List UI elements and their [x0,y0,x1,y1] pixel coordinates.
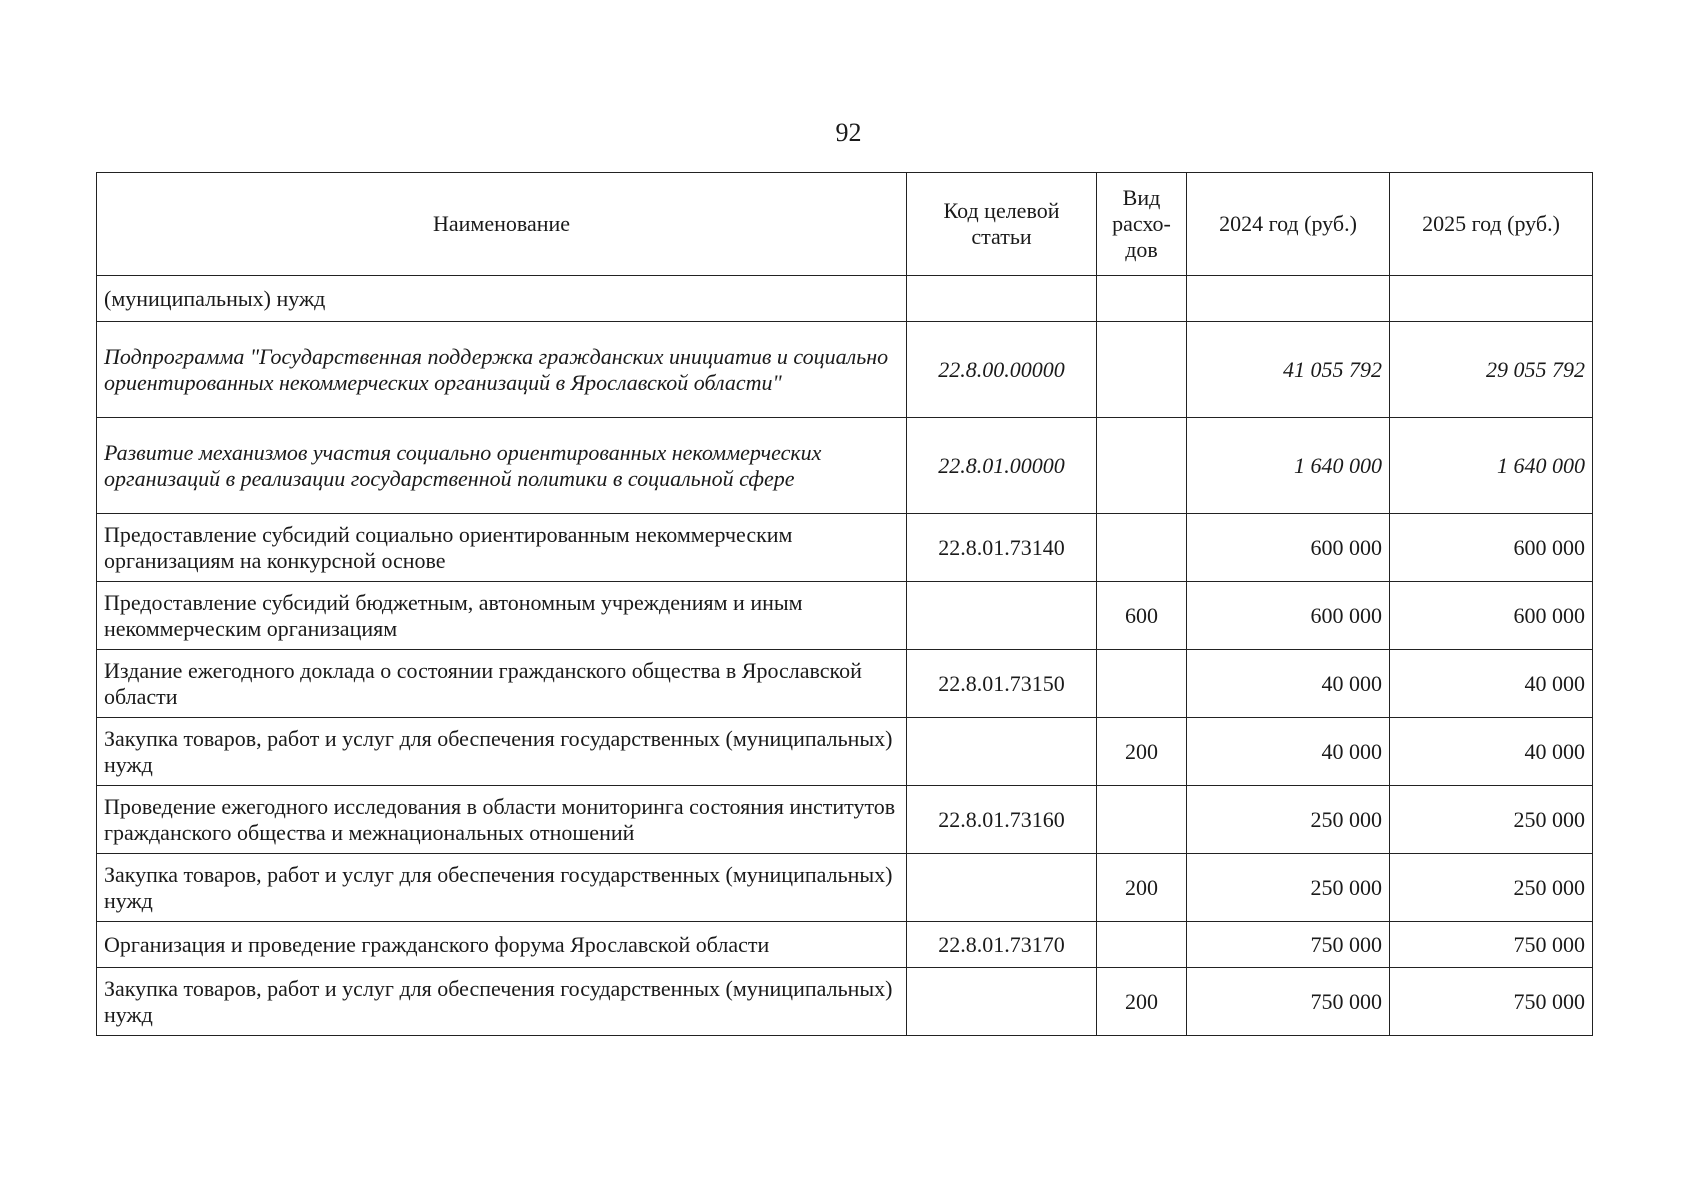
row-amount-2024: 600 000 [1187,582,1390,650]
table-header [97,173,1593,276]
row-expense-type [1097,514,1187,582]
row-name: Закупка товаров, работ и услуг для обеспечения государственных (муниципальных) нужд [97,968,907,1036]
row-expense-type: 200 [1097,968,1187,1036]
table-row [97,514,1593,582]
row-amount-2024: 40 000 [1187,650,1390,718]
row-code [907,582,1097,650]
table-row [97,718,1593,786]
row-amount-2025: 40 000 [1390,718,1593,786]
row-amount-2024: 41 055 792 [1187,322,1390,418]
row-expense-type [1097,276,1187,322]
row-code: 22.8.00.00000 [907,322,1097,418]
header-expense-type: Вид расхо-дов [1097,173,1187,276]
row-expense-type [1097,922,1187,968]
table-row [97,922,1593,968]
row-expense-type: 200 [1097,854,1187,922]
row-amount-2025: 600 000 [1390,514,1593,582]
row-code: 22.8.01.73170 [907,922,1097,968]
budget-table [96,172,1593,1036]
row-expense-type [1097,418,1187,514]
table-row [97,582,1593,650]
header-code: Код целевой статьи [907,173,1097,276]
row-name: Предоставление субсидий бюджетным, автономным учреждениям и иным некоммерческим организациям [97,582,907,650]
table-row [97,854,1593,922]
row-expense-type [1097,322,1187,418]
row-amount-2024: 750 000 [1187,922,1390,968]
row-amount-2024: 40 000 [1187,718,1390,786]
row-name: Закупка товаров, работ и услуг для обеспечения государственных (муниципальных) нужд [97,854,907,922]
row-name: (муниципальных) нужд [97,276,907,322]
row-expense-type: 200 [1097,718,1187,786]
row-name: Организация и проведение гражданского форума Ярославской области [97,922,907,968]
row-code [907,854,1097,922]
header-2024: 2024 год (руб.) [1187,173,1390,276]
row-code: 22.8.01.00000 [907,418,1097,514]
row-amount-2025: 600 000 [1390,582,1593,650]
row-name: Предоставление субсидий социально ориентированным некоммерческим организациям на конкурсной основе [97,514,907,582]
header-name: Наименование [97,173,907,276]
row-code: 22.8.01.73140 [907,514,1097,582]
table-row [97,650,1593,718]
table-row [97,322,1593,418]
row-code: 22.8.01.73150 [907,650,1097,718]
row-amount-2025: 29 055 792 [1390,322,1593,418]
row-code [907,718,1097,786]
row-amount-2024: 750 000 [1187,968,1390,1036]
row-amount-2025: 40 000 [1390,650,1593,718]
row-code [907,276,1097,322]
header-row [97,173,1593,276]
row-amount-2024: 600 000 [1187,514,1390,582]
row-amount-2025: 1 640 000 [1390,418,1593,514]
table-row [97,968,1593,1036]
row-expense-type [1097,786,1187,854]
row-amount-2025: 750 000 [1390,922,1593,968]
row-name: Издание ежегодного доклада о состоянии гражданского общества в Ярославской области [97,650,907,718]
row-name: Закупка товаров, работ и услуг для обеспечения государственных (муниципальных) нужд [97,718,907,786]
row-amount-2025: 750 000 [1390,968,1593,1036]
row-amount-2025: 250 000 [1390,854,1593,922]
row-expense-type: 600 [1097,582,1187,650]
row-amount-2024: 250 000 [1187,854,1390,922]
table-row [97,418,1593,514]
row-expense-type [1097,650,1187,718]
row-amount-2024: 250 000 [1187,786,1390,854]
row-code: 22.8.01.73160 [907,786,1097,854]
row-name: Подпрограмма "Государственная поддержка гражданских инициатив и социально ориентированных некоммерческих организаций в Ярославской области" [97,322,907,418]
table-row [97,276,1593,322]
row-name: Проведение ежегодного исследования в области мониторинга состояния институтов гражданского общества и межнациональных отношений [97,786,907,854]
row-amount-2025: 250 000 [1390,786,1593,854]
row-amount-2025 [1390,276,1593,322]
row-code [907,968,1097,1036]
header-2025: 2025 год (руб.) [1390,173,1593,276]
row-amount-2024 [1187,276,1390,322]
table-body [97,276,1593,1036]
row-amount-2024: 1 640 000 [1187,418,1390,514]
row-name: Развитие механизмов участия социально ориентированных некоммерческих организаций в реализации государственной политики в социальной сфере [97,418,907,514]
table-row [97,786,1593,854]
page-number: 92 [835,118,862,147]
